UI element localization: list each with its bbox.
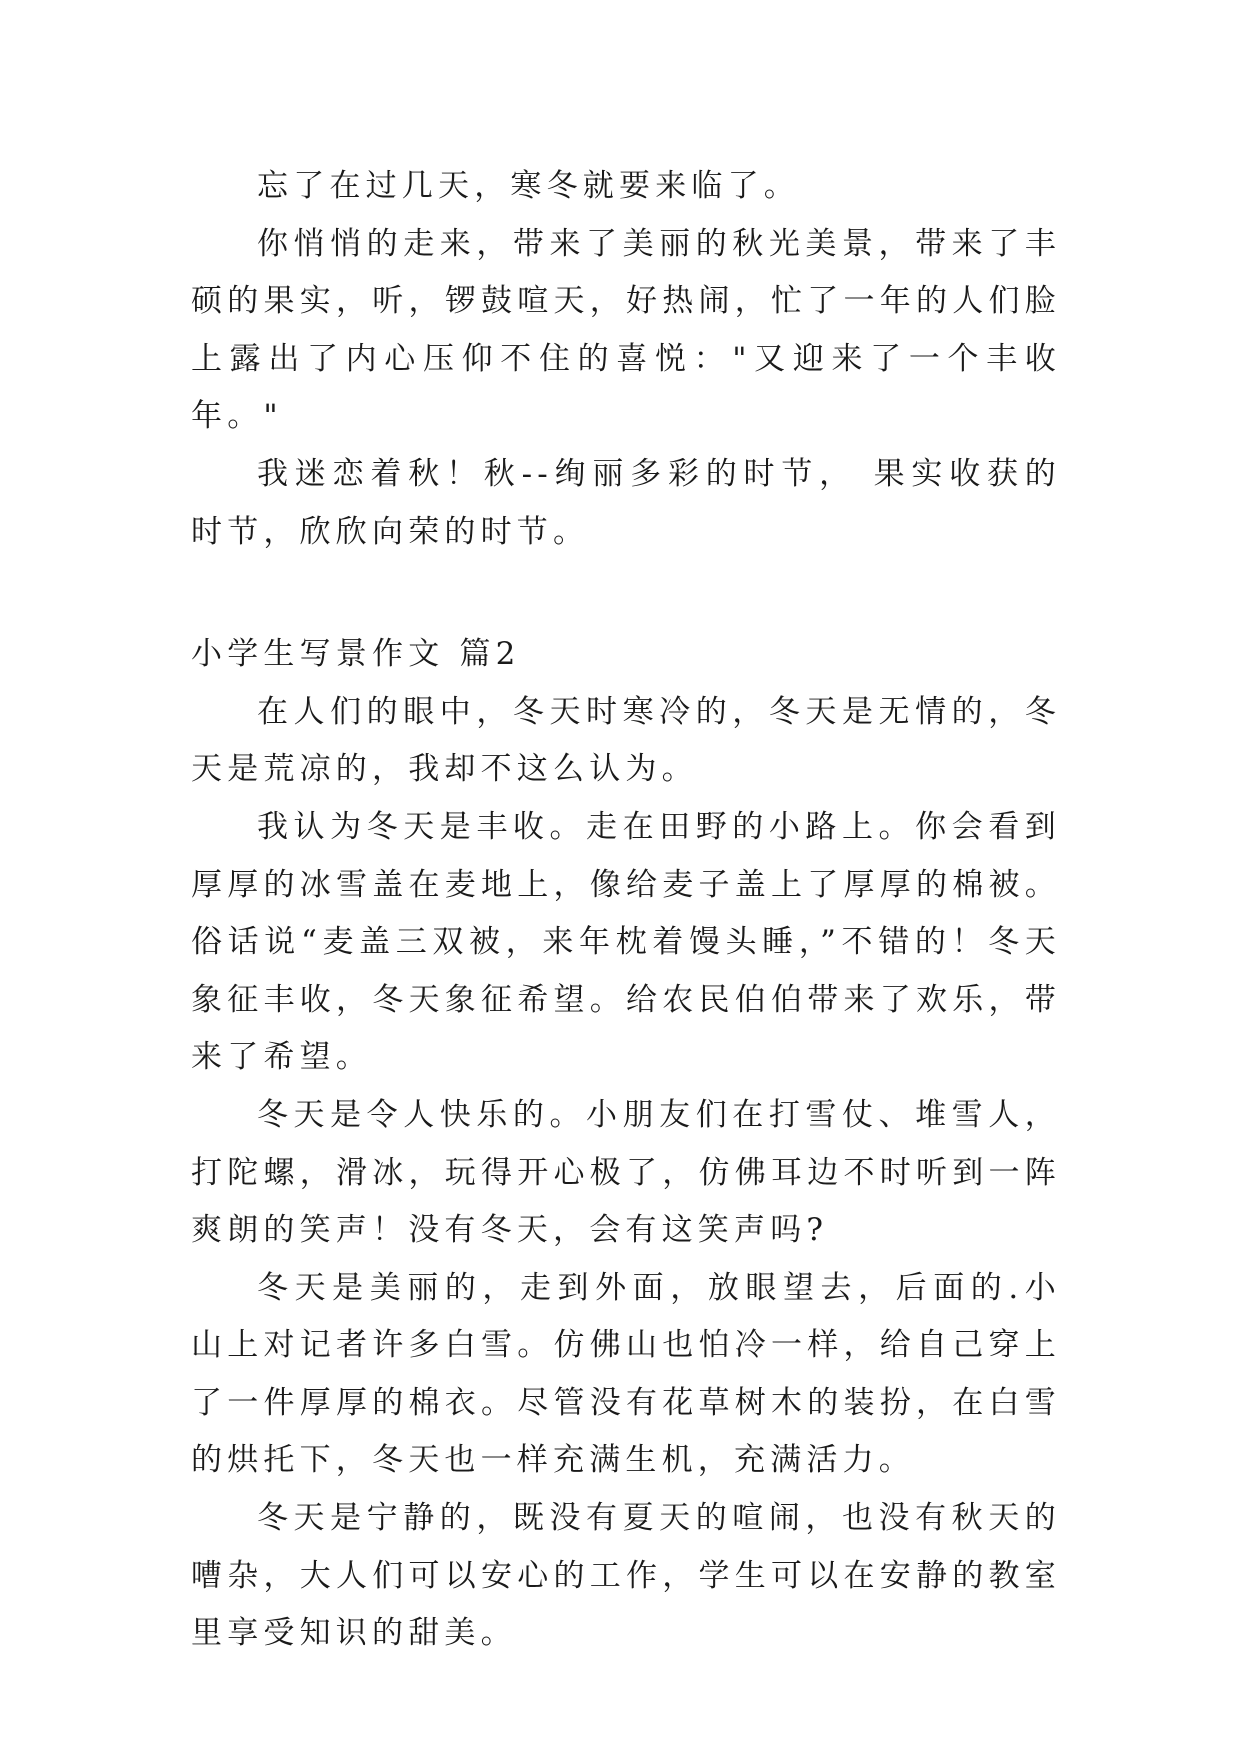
paragraph: 冬天是美丽的，走到外面，放眼望去，后面的.小山上对记者许多白雪。仿佛山也怕冷一样，给自己穿上了一件厚厚的棉衣。尽管没有花草树木的装扮，在白雪的烘托下，冬天也一样充满生机，充满活力。 <box>191 1269 1061 1479</box>
paragraph: 我迷恋着秋！秋--绚丽多彩的时节， 果实收获的时节，欣欣向荣的时节。 <box>191 455 1061 550</box>
paragraph: 忘了在过几天，寒冬就要来临了。 <box>257 168 800 204</box>
section-title: 小学生写景作文 篇2 <box>191 636 521 673</box>
document-body <box>191 158 1061 1663</box>
paragraph: 冬天是宁静的，既没有夏天的喧闹，也没有秋天的嘈杂，大人们可以安心的工作，学生可以在安静的教室里享受知识的甜美。 <box>191 1500 1061 1652</box>
paragraph: 冬天是令人快乐的。小朋友们在打雪仗、堆雪人，打陀螺，滑冰，玩得开心极了，仿佛耳边不时听到一阵爽朗的笑声！没有冬天，会有这笑声吗? <box>191 1096 1061 1249</box>
paragraph: 你悄悄的走来，带来了美丽的秋光美景，带来了丰硕的果实，听，锣鼓喧天，好热闹，忙了一年的人们脸上露出了内心压仰不住的喜悦："又迎来了一个丰收年。" <box>191 225 1061 435</box>
paragraph: 我认为冬天是丰收。走在田野的小路上。你会看到厚厚的冰雪盖在麦地上，像给麦子盖上了厚厚的棉被。俗话说“麦盖三双被，来年枕着馒头睡，”不错的！冬天象征丰收，冬天象征希望。给农民伯伯带来了欢乐，带来了希望。 <box>191 808 1061 1076</box>
paragraph: 在人们的眼中，冬天时寒冷的，冬天是无情的，冬天是荒凉的，我却不这么认为。 <box>191 693 1061 788</box>
